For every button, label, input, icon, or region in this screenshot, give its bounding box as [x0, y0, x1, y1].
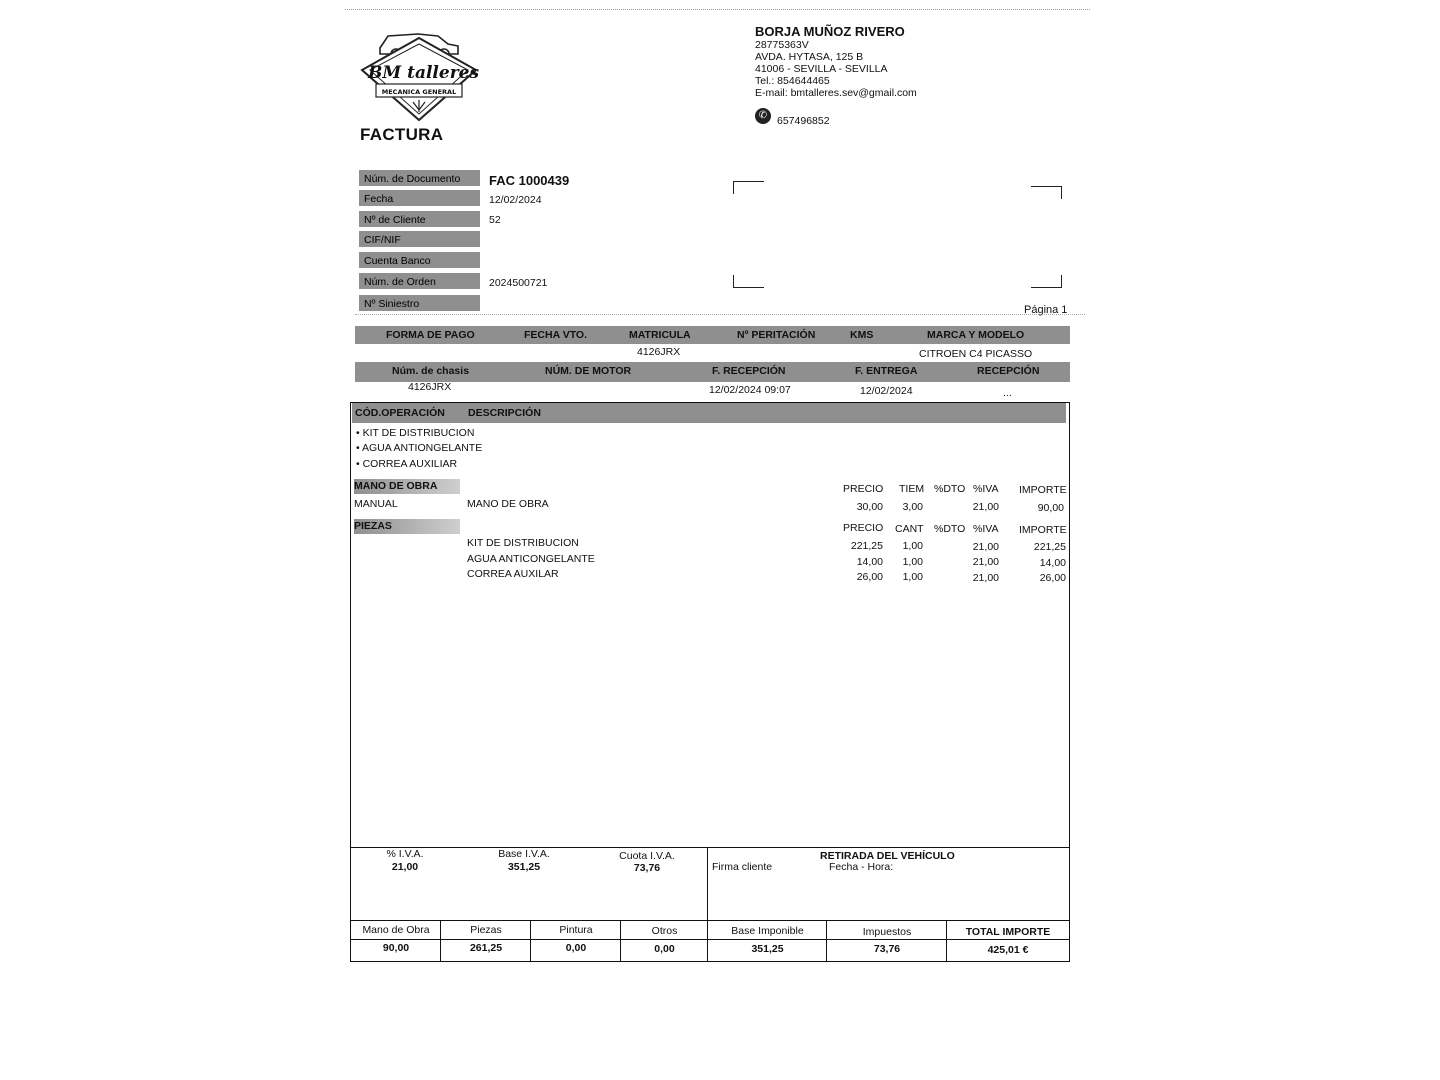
pz-row-2-desc: AGUA ANTICONGELANTE — [467, 553, 595, 565]
vehicle-header-bar-2 — [355, 362, 1070, 382]
footer-top-rule — [350, 847, 1070, 848]
pz-row-2-iva: 21,00 — [972, 556, 999, 568]
hdr-f-entrega: F. ENTREGA — [855, 365, 918, 377]
hdr-fecha-vto: FECHA VTO. — [524, 329, 588, 341]
top-rule — [345, 9, 1090, 10]
tot-pintura: 0,00 — [565, 942, 587, 954]
section-mano-obra: MANO DE OBRA — [354, 479, 460, 494]
operation-item: • AGUA ANTIONGELANTE — [356, 442, 483, 454]
hdr-motor: NÚM. DE MOTOR — [545, 365, 632, 377]
window-corner-tl — [733, 181, 764, 194]
section-piezas: PIEZAS — [354, 519, 460, 534]
firma-cliente: Firma cliente — [712, 861, 773, 873]
totals-col-line — [946, 921, 947, 961]
mo-descripcion: MANO DE OBRA — [467, 498, 549, 510]
tot-hdr-piezas: Piezas — [470, 924, 502, 936]
whatsapp-number: 657496852 — [777, 115, 830, 127]
tax-hdr-iva: % I.V.A. — [386, 848, 424, 860]
pz-row-2-importe: 14,00 — [1039, 557, 1066, 569]
label-cliente: Nº de Cliente — [359, 211, 480, 229]
pz-hdr-cant: CANT — [895, 523, 924, 535]
tot-base: 351,25 — [751, 943, 784, 955]
pz-row-3-importe: 26,00 — [1039, 572, 1066, 584]
mo-hdr-precio: PRECIO — [843, 483, 884, 495]
tot-hdr-impuestos: Impuestos — [862, 926, 912, 938]
hdr-kms: KMS — [850, 329, 874, 341]
company-info — [755, 26, 917, 127]
fecha-hora: Fecha - Hora: — [829, 861, 894, 873]
company-nif: 28775363V — [755, 39, 809, 51]
mo-tiem: 3,00 — [902, 501, 923, 513]
label-numero: Núm. de Documento — [359, 170, 480, 188]
pz-row-3-precio: 26,00 — [856, 571, 883, 583]
mo-iva: 21,00 — [972, 501, 999, 513]
company-address: AVDA. HYTASA, 125 B — [755, 51, 864, 63]
pz-row-2-precio: 14,00 — [856, 556, 883, 568]
logo-text: BM talleres — [368, 63, 480, 83]
page-number: Página 1 — [1024, 304, 1068, 316]
pz-row-1-importe: 221,25 — [1033, 541, 1066, 553]
pz-hdr-dto: %DTO — [934, 523, 966, 535]
hdr-descripcion: DESCRIPCIÓN — [468, 407, 541, 419]
vehicle-recepcion: ... — [1003, 387, 1012, 399]
totals-col-line — [530, 921, 531, 961]
hdr-matricula: MATRICULA — [629, 329, 691, 341]
tax-iva: 21,00 — [391, 861, 419, 873]
hdr-marca-modelo: MARCA Y MODELO — [927, 329, 1025, 341]
pz-row-3-cant: 1,00 — [902, 571, 923, 583]
label-orden: Núm. de Orden — [359, 273, 480, 291]
window-corner-bl — [733, 275, 764, 288]
pz-row-2-cant: 1,00 — [902, 556, 923, 568]
whatsapp-icon: ✆ — [755, 108, 771, 124]
label-cuenta: Cuenta Banco — [359, 252, 480, 270]
tot-impuestos: 73,76 — [873, 943, 901, 955]
tot-hdr-mano-obra: Mano de Obra — [362, 924, 430, 936]
mo-hdr-dto: %DTO — [934, 483, 966, 495]
window-corner-tr — [1031, 186, 1062, 199]
hdr-f-recepcion: F. RECEPCIÓN — [712, 365, 786, 377]
totals-mid-rule — [350, 939, 1070, 940]
doc-number: FAC 1000439 — [489, 173, 570, 188]
window-corner-br — [1031, 275, 1062, 288]
tax-cuota: 73,76 — [633, 862, 661, 874]
logo-subtext: MECANICA GENERAL — [381, 88, 457, 96]
vehicle-f-recepcion: 12/02/2024 09:07 — [709, 384, 791, 396]
hdr-cod-operacion: CÓD.OPERACIÓN — [355, 407, 445, 419]
tot-hdr-total: TOTAL IMPORTE — [965, 926, 1051, 938]
operation-item: • CORREA AUXILIAR — [356, 458, 458, 470]
vehicle-matricula: 4126JRX — [637, 346, 681, 358]
label-fecha: Fecha — [359, 190, 480, 208]
totals-col-line — [707, 921, 708, 961]
hdr-chasis: Núm. de chasis — [392, 365, 470, 377]
mo-hdr-importe: IMPORTE — [1019, 484, 1067, 496]
operations-header-bar — [352, 403, 1066, 423]
hdr-peritacion: Nº PERITACIÓN — [737, 329, 816, 341]
pz-hdr-iva: %IVA — [973, 523, 999, 535]
tot-piezas: 261,25 — [469, 942, 503, 954]
pz-row-1-iva: 21,00 — [972, 541, 999, 553]
tot-hdr-pintura: Pintura — [559, 924, 593, 936]
doc-date: 12/02/2024 — [489, 194, 542, 206]
pz-hdr-importe: IMPORTE — [1019, 524, 1067, 536]
retirada-title: RETIRADA DEL VEHÍCULO — [820, 850, 955, 862]
mo-importe: 90,00 — [1037, 502, 1064, 514]
tot-otros: 0,00 — [654, 943, 675, 955]
company-phone: Tel.: 854644465 — [755, 75, 830, 87]
totals-col-line — [620, 921, 621, 961]
tot-total: 425,01 € — [987, 944, 1029, 956]
label-siniestro: Nº Siniestro — [359, 295, 480, 313]
tax-hdr-cuota: Cuota I.V.A. — [619, 850, 675, 862]
totals-col-line — [826, 921, 827, 961]
footer-divider — [707, 848, 708, 921]
tot-mano-obra: 90,00 — [382, 942, 410, 954]
tax-hdr-base: Base I.V.A. — [498, 848, 550, 860]
pz-row-3-iva: 21,00 — [972, 572, 999, 584]
company-name: BORJA MUÑOZ RIVERO — [755, 24, 905, 39]
pz-row-1-cant: 1,00 — [902, 540, 923, 552]
hdr-forma-pago: FORMA DE PAGO — [386, 329, 475, 341]
invoice-title: FACTURA — [360, 125, 444, 144]
pz-hdr-precio: PRECIO — [843, 522, 884, 534]
totals-col-line — [440, 921, 441, 961]
pz-row-1-desc: KIT DE DISTRIBUCION — [467, 537, 579, 549]
separator — [355, 314, 1085, 315]
tax-base: 351,25 — [507, 861, 541, 873]
operation-item: • KIT DE DISTRIBUCION — [356, 427, 475, 439]
tot-hdr-otros: Otros — [651, 925, 678, 937]
pz-row-1-precio: 221,25 — [850, 540, 883, 552]
label-cif: CIF/NIF — [359, 231, 480, 249]
vehicle-chasis: 4126JRX — [408, 381, 452, 393]
mo-hdr-tiem: TIEM — [899, 483, 925, 495]
vehicle-header-bar-1 — [355, 326, 1070, 344]
totals-top-rule — [350, 920, 1070, 921]
company-city: 41006 - SEVILLA - SEVILLA — [755, 63, 888, 75]
mo-hdr-iva: %IVA — [973, 483, 999, 495]
doc-client: 52 — [489, 214, 501, 226]
company-email: E-mail: bmtalleres.sev@gmail.com — [755, 87, 917, 99]
whatsapp-contact — [755, 105, 917, 127]
company-logo — [358, 28, 480, 122]
hdr-recepcion: RECEPCIÓN — [977, 365, 1040, 377]
doc-order: 2024500721 — [489, 277, 548, 289]
pz-row-3-desc: CORREA AUXILAR — [467, 568, 559, 580]
tot-hdr-base: Base Imponible — [731, 925, 804, 937]
mo-precio: 30,00 — [856, 501, 883, 513]
mo-codigo: MANUAL — [354, 498, 398, 510]
vehicle-marca-modelo: CITROEN C4 PICASSO — [919, 348, 1033, 360]
vehicle-f-entrega: 12/02/2024 — [860, 385, 913, 397]
